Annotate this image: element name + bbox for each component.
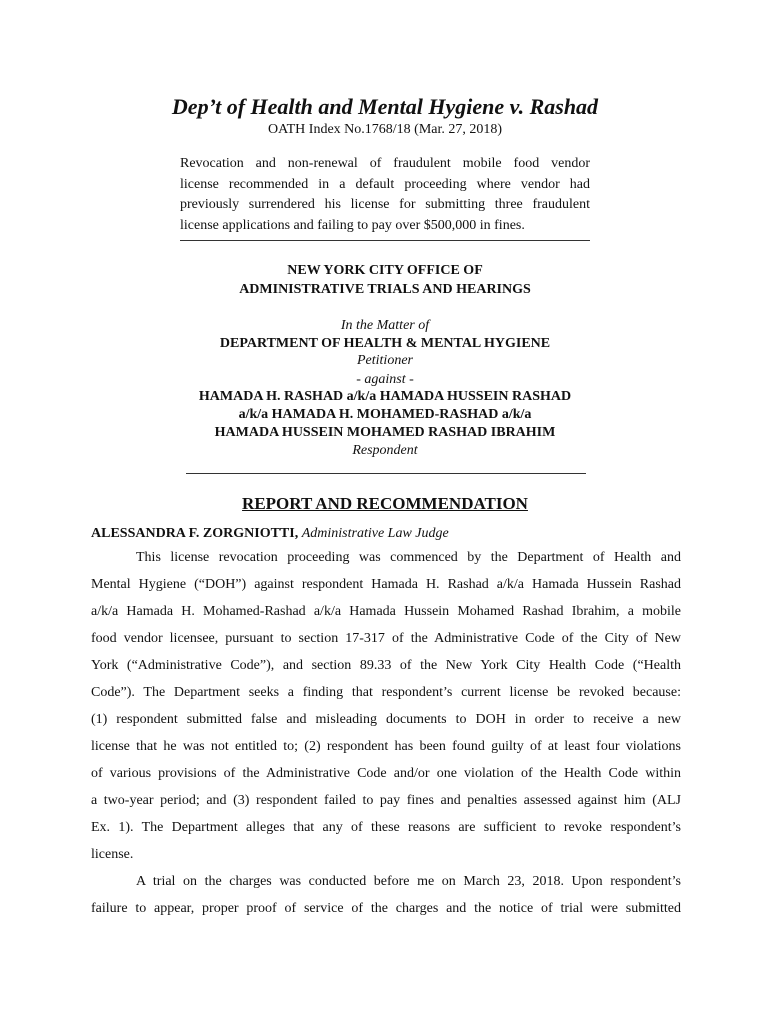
body-line: Mental Hygiene (“DOH”) against respondent Hamada H. Rashad a/k/a Hamada Hussein Rashad: [91, 577, 681, 592]
body-line: A trial on the charges was conducted before me on March 23, 2018. Upon respondent’s: [136, 874, 681, 889]
summary-line: previously surrendered his license for submitting three fraudulent: [180, 197, 590, 212]
judge-name: ALESSANDRA F. ZORGNIOTTI,: [91, 526, 299, 541]
judge-title: Administrative Law Judge: [301, 526, 449, 541]
body-line: a/k/a Hamada H. Mohamed-Rashad a/k/a Hamada Hussein Mohamed Rashad Ibrahim, a mobile: [91, 604, 681, 619]
judge-line: [91, 526, 449, 542]
summary-line: license recommended in a default proceeding where vendor had: [180, 176, 590, 192]
body-line: failure to appear, proper proof of service of the charges and the notice of trial were submitted: [91, 901, 681, 916]
body-line: Code”). The Department seeks a finding that respondent’s current license be revoked because:: [91, 685, 681, 700]
office-name-line-2: ADMINISTRATIVE TRIALS AND HEARINGS: [239, 282, 531, 297]
summary-line: license applications and failing to pay over $500,000 in fines.: [180, 217, 525, 233]
divider: [180, 240, 590, 241]
petitioner-role: Petitioner: [357, 353, 413, 368]
body-line: York (“Administrative Code”), and section 89.33 of the New York City Health Code (“Health: [91, 658, 681, 673]
respondent-name-line: a/k/a HAMADA H. MOHAMED-RASHAD a/k/a: [238, 407, 532, 422]
body-line: Ex. 1). The Department alleges that any of these reasons are sufficient to revoke respondent’s: [91, 820, 681, 835]
body-line: food vendor licensee, pursuant to section 17-317 of the Administrative Code of the City of New: [91, 631, 681, 646]
report-heading: REPORT AND RECOMMENDATION: [242, 494, 528, 513]
respondent-name-line: HAMADA H. RASHAD a/k/a HAMADA HUSSEIN RASHAD: [198, 389, 572, 404]
case-summary: [180, 154, 590, 236]
divider: [186, 473, 586, 474]
respondent-role: Respondent: [352, 443, 418, 458]
body-line: a two-year period; and (3) respondent failed to pay fines and penalties assessed against him (ALJ: [91, 793, 681, 808]
body-line: of various provisions of the Administrative Code and/or one violation of the Health Code within: [91, 766, 681, 781]
respondent-name-line: HAMADA HUSSEIN MOHAMED RASHAD IBRAHIM: [214, 425, 556, 440]
in-the-matter: In the Matter of: [340, 318, 430, 333]
index-line: OATH Index No.1768/18 (Mar. 27, 2018): [267, 122, 503, 137]
body-line: (1) respondent submitted false and misleading documents to DOH in order to receive a new: [91, 712, 681, 727]
against-label: - against -: [356, 372, 414, 387]
body-line: This license revocation proceeding was commenced by the Department of Health and: [136, 550, 681, 565]
office-name-line-1: NEW YORK CITY OFFICE OF: [287, 263, 483, 278]
petitioner-name: DEPARTMENT OF HEALTH & MENTAL HYGIENE: [219, 336, 551, 351]
body-line: license.: [91, 847, 134, 862]
case-title: Dep’t of Health and Mental Hygiene v. Rashad: [171, 94, 599, 119]
body-line: license that he was not entitled to; (2) respondent has been found guilty of at least four violations: [91, 739, 681, 754]
summary-line: Revocation and non-renewal of fraudulent mobile food vendor: [180, 156, 590, 171]
